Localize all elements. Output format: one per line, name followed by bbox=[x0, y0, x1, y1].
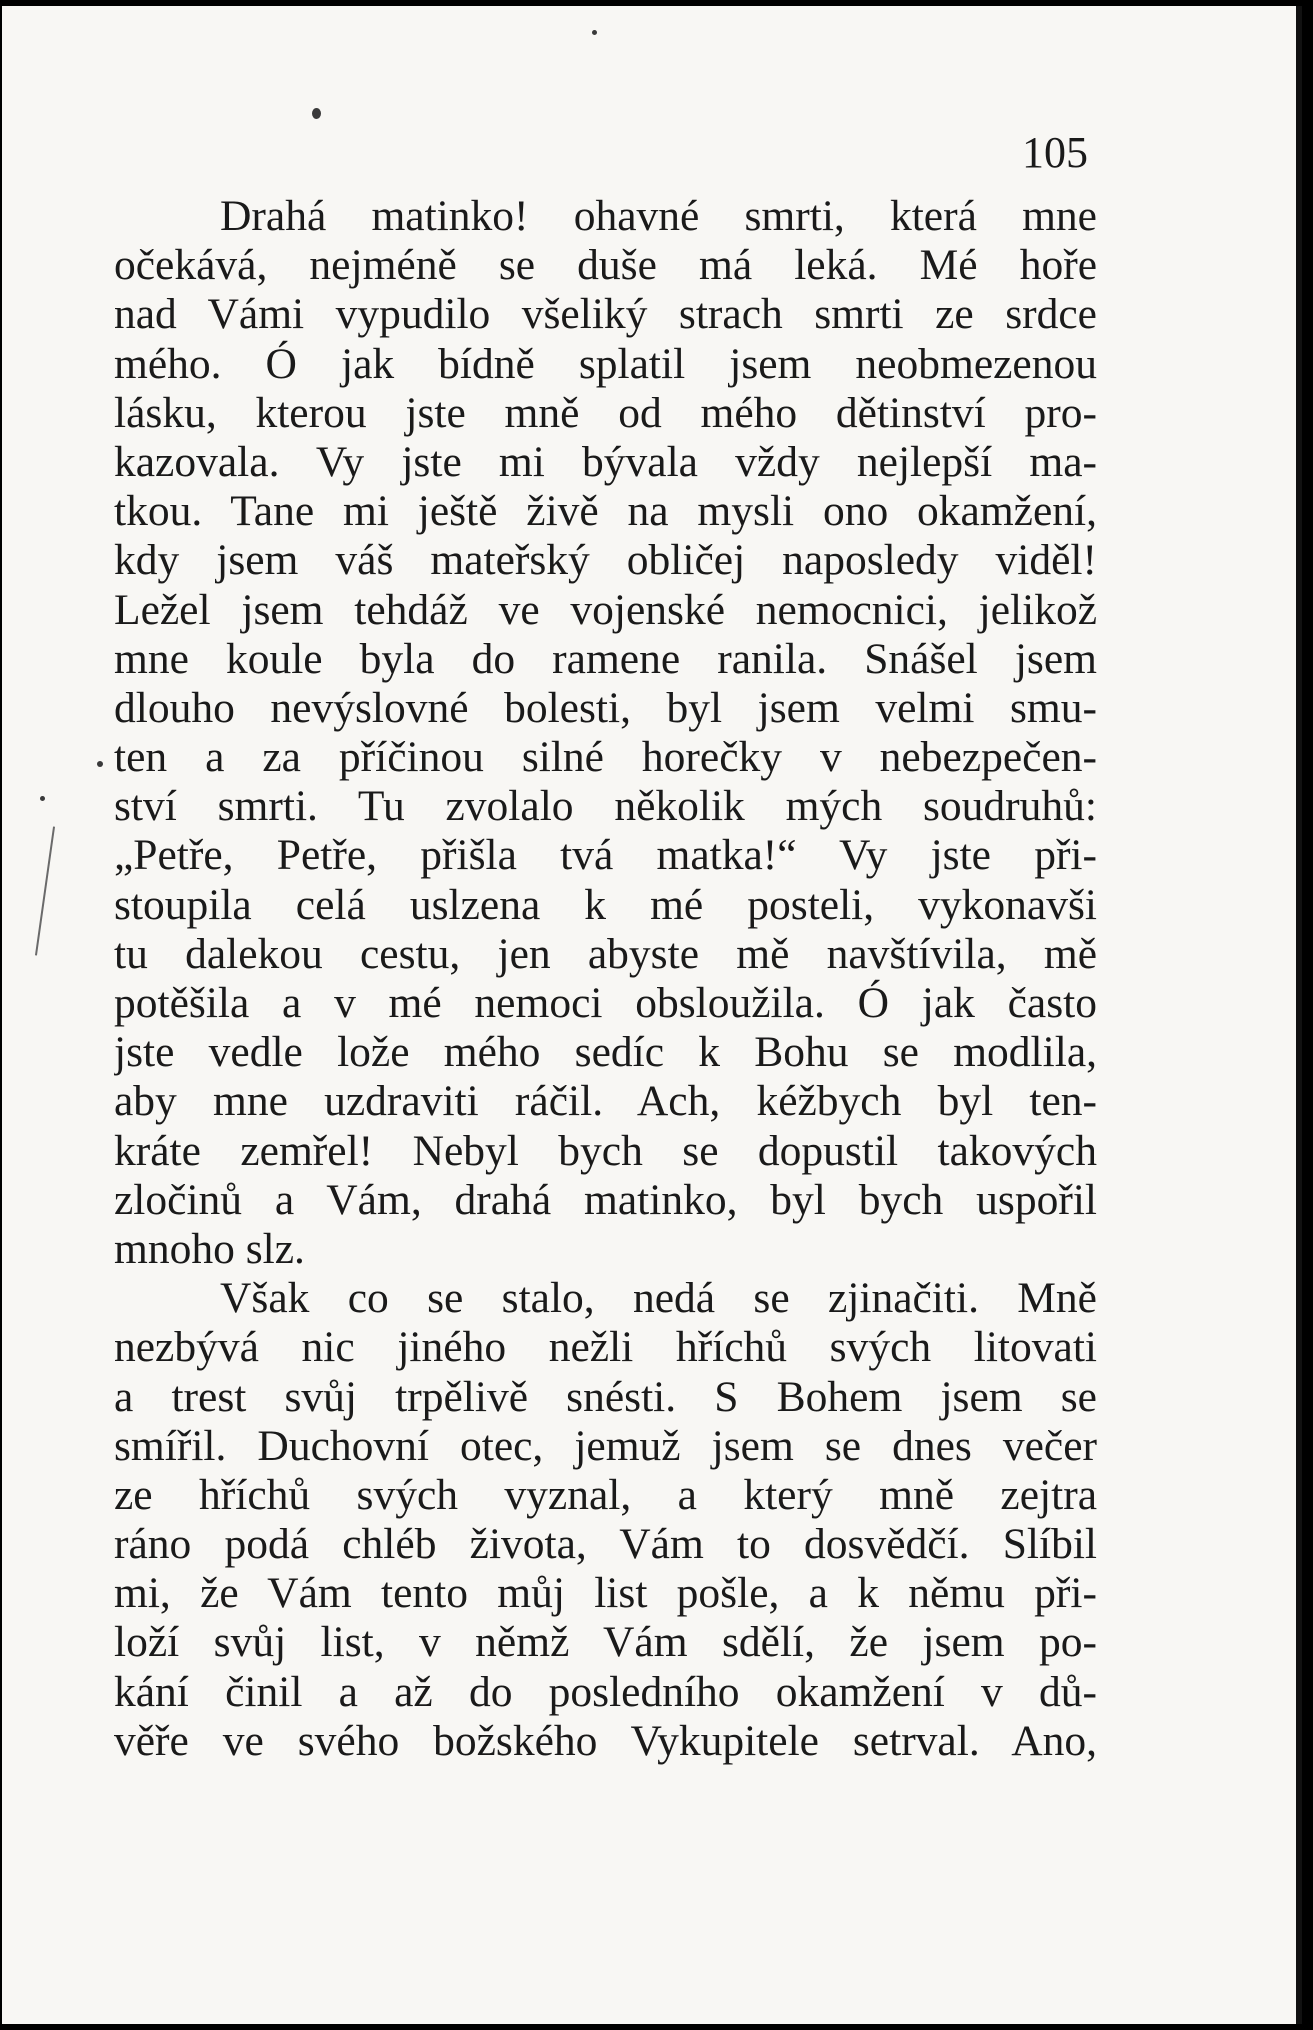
ink-spot bbox=[97, 761, 103, 767]
text-line: jste vedle lože mého sedíc k Bohu se modlila, bbox=[114, 1028, 1097, 1077]
text-line: nezbývá nic jiného nežli hříchů svých litovati bbox=[114, 1323, 1097, 1372]
text-line: lásku, kterou jste mně od mého dětinství pro- bbox=[114, 388, 1097, 437]
text-line: mého. Ó jak bídně splatil jsem neobmezenou bbox=[114, 339, 1097, 388]
text-line: ráno podá chléb života, Vám to dosvědčí. Slíbil bbox=[114, 1520, 1097, 1569]
body-text bbox=[114, 192, 1097, 1766]
text-line: kdy jsem váš mateřský obličej naposledy viděl! bbox=[114, 536, 1097, 585]
ink-spot bbox=[592, 30, 597, 35]
text-line: aby mne uzdraviti ráčil. Ach, kéžbych byl ten- bbox=[114, 1077, 1097, 1126]
text-line: kráte zemřel! Nebyl bych se dopustil takových bbox=[114, 1126, 1097, 1175]
text-line: potěšila a v mé nemoci obsloužila. Ó jak často bbox=[114, 979, 1097, 1027]
text-line: mi, že Vám tento můj list pošle, a k němu při- bbox=[114, 1569, 1097, 1618]
paragraph-2 bbox=[114, 1274, 1097, 1766]
text-line: dlouho nevýslovné bolesti, byl jsem velmi smu- bbox=[114, 683, 1097, 732]
page-number: 105 bbox=[1022, 128, 1088, 177]
ink-spot bbox=[312, 108, 321, 119]
ink-spot bbox=[40, 796, 45, 801]
text-line: a trest svůj trpělivě snésti. S Bohem jsem se bbox=[114, 1372, 1097, 1421]
text-line: tu dalekou cestu, jen abyste mě navštívila, mě bbox=[114, 929, 1097, 978]
text-line: „Petře, Petře, přišla tvá matka!“ Vy jste při- bbox=[114, 831, 1097, 880]
text-line: kání činil a až do posledního okamžení v dů- bbox=[114, 1667, 1097, 1716]
text-line: mnoho slz. bbox=[114, 1224, 305, 1273]
text-line: ze hříchů svých vyznal, a který mně zejtra bbox=[114, 1470, 1097, 1519]
text-line: věře ve svého božského Vykupitele setrval. Ano, bbox=[114, 1716, 1097, 1765]
text-line: očekává, nejméně se duše má leká. Mé hoře bbox=[114, 241, 1097, 290]
page-edge-mark bbox=[35, 826, 55, 955]
text-line: ství smrti. Tu zvolalo několik mých soudruhů: bbox=[114, 782, 1097, 831]
text-line: loží svůj list, v němž Vám sdělí, že jsem po- bbox=[114, 1618, 1097, 1667]
text-line: zločinů a Vám, drahá matinko, byl bych uspořil bbox=[114, 1175, 1097, 1224]
text-line: stoupila celá uslzena k mé posteli, vykonavši bbox=[114, 880, 1097, 929]
text-line: kazovala. Vy jste mi bývala vždy nejlepší ma- bbox=[114, 437, 1097, 486]
text-line: Však co se stalo, nedá se zjinačiti. Mně bbox=[220, 1274, 1097, 1323]
text-line: mne koule byla do ramene ranila. Snášel jsem bbox=[114, 634, 1097, 683]
paragraph-1 bbox=[114, 192, 1097, 1274]
text-line: smířil. Duchovní otec, jemuž jsem se dnes večer bbox=[114, 1421, 1097, 1470]
text-line: tkou. Tane mi ještě živě na mysli ono okamžení, bbox=[114, 487, 1097, 536]
book-page bbox=[2, 6, 1302, 2024]
text-line: Ležel jsem tehdáž ve vojenské nemocnici, jelikož bbox=[114, 585, 1097, 634]
text-line: ten a za příčinou silné horečky v nebezpečen- bbox=[114, 733, 1097, 782]
text-line: Drahá matinko! ohavné smrti, která mne bbox=[220, 192, 1097, 240]
text-line: nad Vámi vypudilo všeliký strach smrti ze srdce bbox=[114, 290, 1097, 339]
